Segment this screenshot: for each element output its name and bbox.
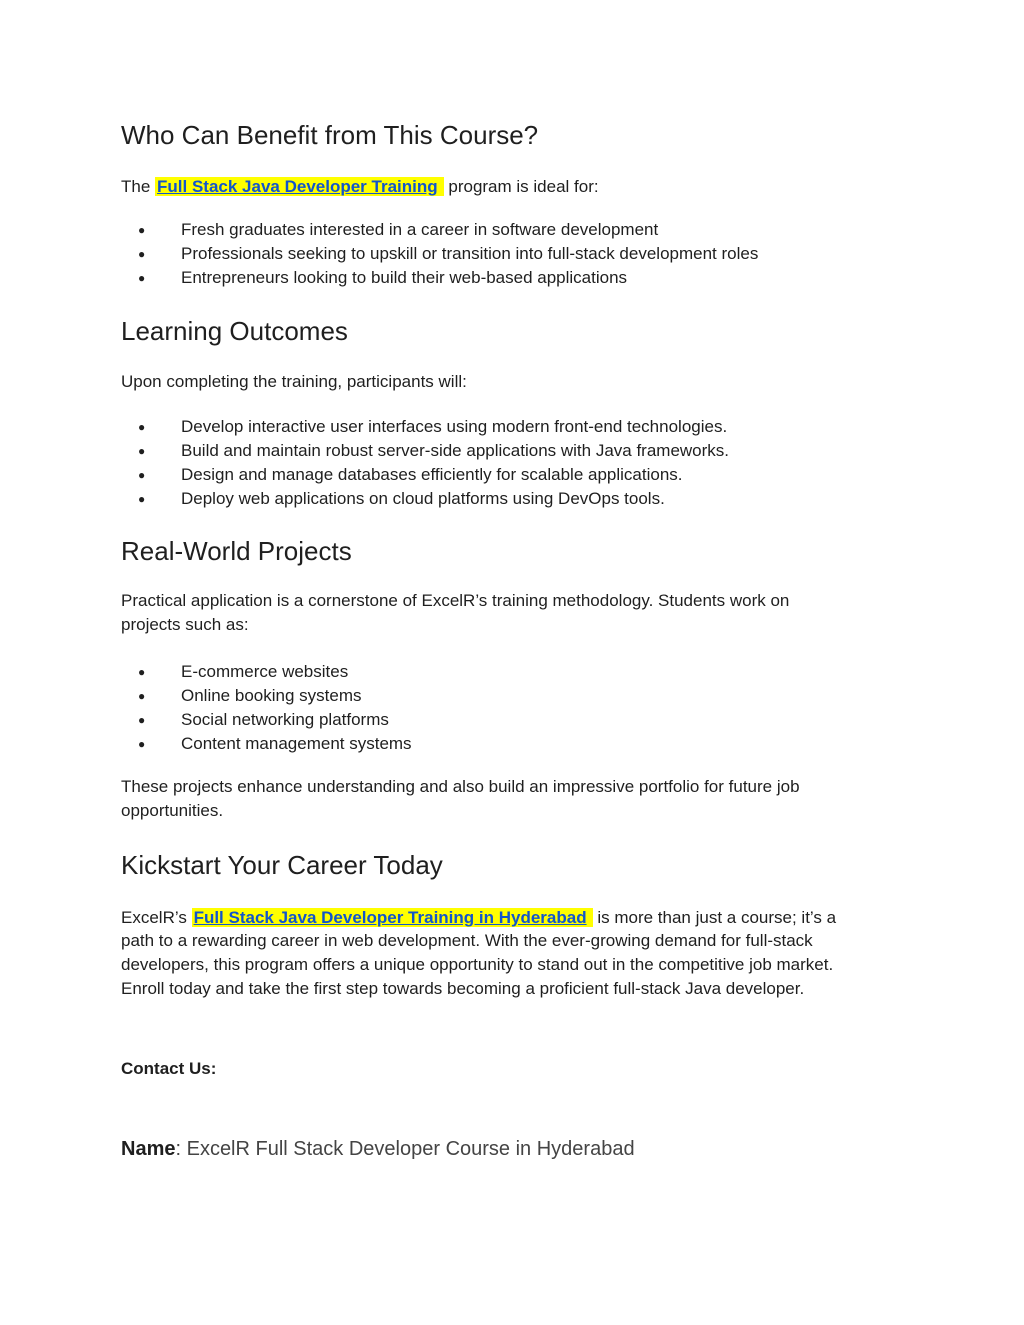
list-item: ● Build and maintain robust server-side applications with Java frameworks. — [121, 439, 729, 463]
career-line-3: developers, this program offers a unique opportunity to stand out in the competitive job market. — [121, 955, 834, 974]
projects-heading: Real-World Projects — [121, 536, 352, 566]
projects-intro-line-1: Practical application is a cornerstone of ExcelR’s training methodology. Students work on — [121, 591, 790, 610]
benefit-heading: Who Can Benefit from This Course? — [121, 120, 539, 150]
career-suffix: is more than just a course; it’s a — [597, 908, 837, 927]
career-heading: Kickstart Your Career Today — [121, 850, 443, 880]
full-stack-java-hyderabad-link[interactable]: Full Stack Java Developer Training in Hyderabad — [192, 908, 593, 927]
list-item: ● Online booking systems — [121, 684, 412, 708]
projects-outro-line-1: These projects enhance understanding and also build an impressive portfolio for future job — [121, 777, 800, 796]
list-item: ● Content management systems — [121, 732, 412, 756]
career-line-4: Enroll today and take the first step towards becoming a proficient full-stack Java developer. — [121, 979, 805, 998]
contact-name-value: : ExcelR Full Stack Developer Course in Hyderabad — [175, 1138, 635, 1160]
benefit-intro-suffix: program is ideal for: — [448, 177, 599, 196]
contact-name-line — [121, 1136, 901, 1162]
list-item: ● Fresh graduates interested in a career in software development — [121, 218, 758, 242]
list-item: ● E-commerce websites — [121, 660, 412, 684]
outcomes-list — [121, 415, 729, 511]
list-item: ● Design and manage databases efficiently for scalable applications. — [121, 463, 729, 487]
projects-intro-line-2: projects such as: — [121, 615, 249, 634]
benefit-intro-prefix: The — [121, 177, 151, 196]
contact-heading: Contact Us: — [121, 1059, 217, 1078]
list-item: ● Entrepreneurs looking to build their web-based applications — [121, 266, 758, 290]
career-line-2: path to a rewarding career in web development. With the ever-growing demand for full-stack — [121, 931, 813, 950]
outcomes-intro: Upon completing the training, participants will: — [121, 372, 467, 391]
career-prefix: ExcelR’s — [121, 908, 187, 927]
list-item: ● Deploy web applications on cloud platforms using DevOps tools. — [121, 487, 729, 511]
list-item: ● Professionals seeking to upskill or transition into full-stack development roles — [121, 242, 758, 266]
career-line-1 — [121, 906, 901, 930]
benefit-intro — [121, 175, 901, 199]
full-stack-java-training-link[interactable]: Full Stack Java Developer Training — [155, 177, 444, 196]
list-item: ● Develop interactive user interfaces using modern front-end technologies. — [121, 415, 729, 439]
benefit-list — [121, 218, 758, 290]
projects-list — [121, 660, 412, 756]
outcomes-heading: Learning Outcomes — [121, 316, 348, 346]
list-item: ● Social networking platforms — [121, 708, 412, 732]
projects-outro-line-2: opportunities. — [121, 801, 224, 820]
contact-name-label: Name — [121, 1138, 176, 1160]
